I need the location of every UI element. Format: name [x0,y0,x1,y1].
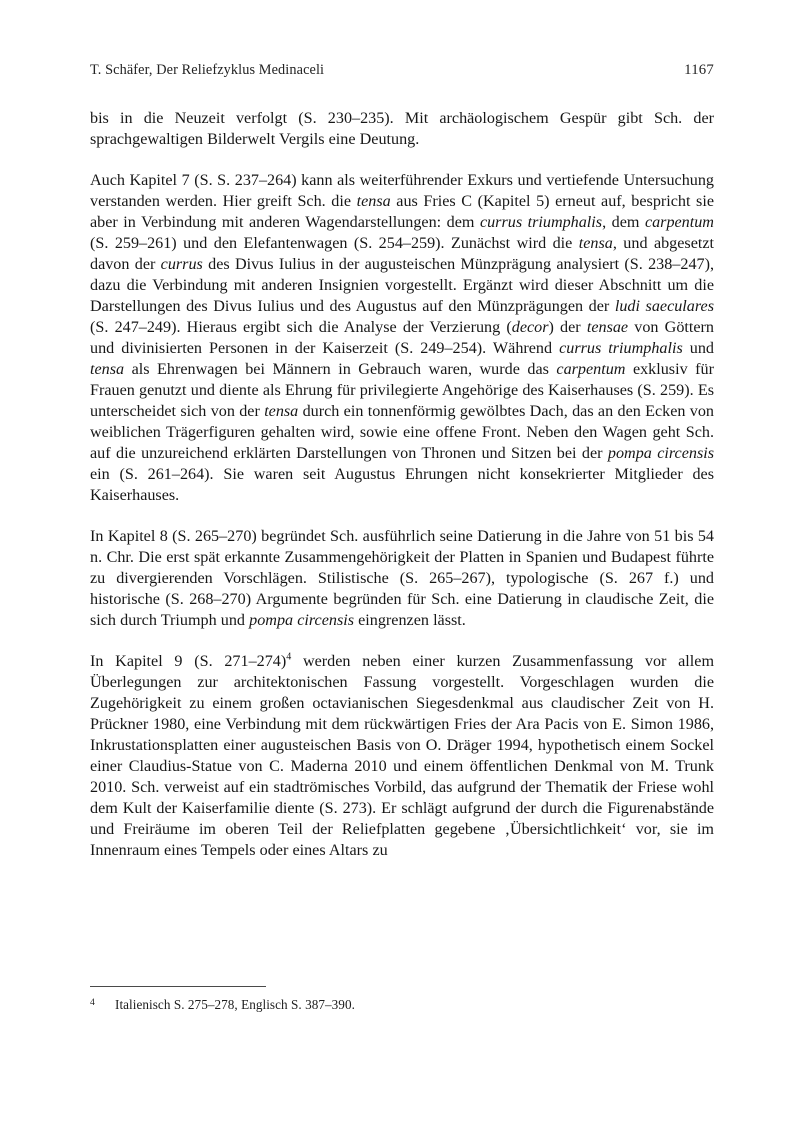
latin-term: tensae [586,319,629,336]
footnote-text: Italienisch S. 275–278, Englisch S. 387–390. [115,997,355,1012]
footnote-area [90,986,714,1015]
latin-term: ludi saeculares [614,298,714,315]
latin-term: decor [511,319,549,336]
latin-term: currus triumphalis [479,214,603,231]
latin-term: tensa [264,403,299,420]
latin-term: carpentum [644,214,714,231]
latin-term: currus triumphalis [559,340,683,357]
paragraph-1: bis in die Neuzeit verfolgt (S. 230–235). Mit archäologischem Gespür gibt Sch. der sprachgewaltigen Bilderwelt Vergils eine Deutung. [90,110,714,148]
latin-term: pompa circensis [249,612,354,629]
footnote-reference-marker[interactable]: 4 [286,651,292,663]
latin-term: tensa [578,235,613,252]
running-head-title: T. Schäfer, Der Reliefzyklus Medinaceli [90,62,325,78]
footnote-entry [90,996,714,1015]
latin-term: pompa circensis [607,445,714,462]
latin-term: carpentum [556,361,626,378]
latin-term: tensa [90,361,125,378]
paragraph-3: In Kapitel 8 (S. 265–270) begründet Sch. ausführlich seine Datierung in die Jahre von 51 bis 54 n. Chr. Die erst spät erkannte Zusammengehörigkeit der Platten in Spanien und Budapest führte zu divergierenden Vorschlägen. Stilistische (S. 265–267), typologische (S. 267 f.) und historische (S. 268–270) Argumente begründen für Sch. eine Datierung in claudische Zeit, die sich durch Triumph und pompa circensis eingrenzen lässt. [90,528,714,629]
paragraph-4: In Kapitel 9 (S. 271–274)$^4$ werden neben einer kurzen Zusammenfassung vor allem Überlegungen zur architektonischen Fassung vorgestellt. Vorgeschlagen wurden die Zugehörigkeit zu einem großen octavianischen Siegesdenkmal aus claudischer Zeit von H. Prückner 1980, eine Verbindung mit dem rückwärtigen Fries der Ara Pacis von E. Simon 1986, Inkrustationsplatten einer augusteischen Basis von O. Dräger 1994, hypothetisch einem Sockel einer Claudius-Statue von C. Maderna 2010 und einem öffentlichen Denkmal von M. Trunk 2010. Sch. verweist auf ein stadtrömisches Vorbild, das aufgrund der Thematik der Friese wohl dem Kult der Kaiserfamilie diente (S. 273). Er schlägt aufgrund der durch die Figurenabstände und Freiräume im oberen Teil der Reliefplatten gegebene ‚Übersichtlichkeit‘ vor, sie im Innenraum eines Tempels oder eines Altars zu [90,651,714,859]
paragraph-2: Auch Kapitel 7 (S. S. 237–264) kann als weiterführender Exkurs und vertiefende Untersuchung verstanden werden. Hier greift Sch. die tensa aus Fries C (Kapitel 5) erneut auf, bespricht sie aber in Verbindung mit anderen Wagendarstellungen: dem currus triumphalis, dem carpentum (S. 259–261) und den Elefantenwagen (S. 254–259). Zunächst wird die tensa, und abgesetzt davon der currus des Divus Iulius in der augusteischen Münzprägung analysiert (S. 238–247), dazu die Verbindung mit anderen Insignien vorgestellt. Ergänzt wird dieser Abschnitt um die Darstellungen des Divus Iulius und des Augustus auf den Münzprägungen der ludi saeculares (S. 247–249). Hieraus ergibt sich die Analyse der Verzierung (decor) der tensae von Göttern und divinisierten Personen in der Kaiserzeit (S. 249–254). Während currus triumphalis und tensa als Ehrenwagen bei Männern in Gebrauch waren, wurde das carpentum exklusiv für Frauen genutzt und diente als Ehrung für privilegierte Angehörige des Kaiserhauses (S. 259). Es unterscheidet sich von der tensa durch ein tonnenförmig gewölbtes Dach, das an den Ecken von weiblichen Trägerfiguren gehalten wird, sowie eine offene Front. Neben den Wagen geht Sch. auf die unzureichend erklärten Darstellungen von Thronen und Sitzen bei der pompa circensis ein (S. 261–264). Sie waren seit Augustus Ehrungen nicht konsekrierter Mitglieder des Kaiserhauses. [90,172,714,504]
footnote-separator-rule [90,986,266,987]
latin-term: currus [160,256,203,273]
page-number: 1167 [684,62,714,78]
latin-term: tensa [356,193,391,210]
body-text-column [90,108,714,861]
footnote-number: 4 [90,997,95,1008]
running-head [90,62,714,79]
